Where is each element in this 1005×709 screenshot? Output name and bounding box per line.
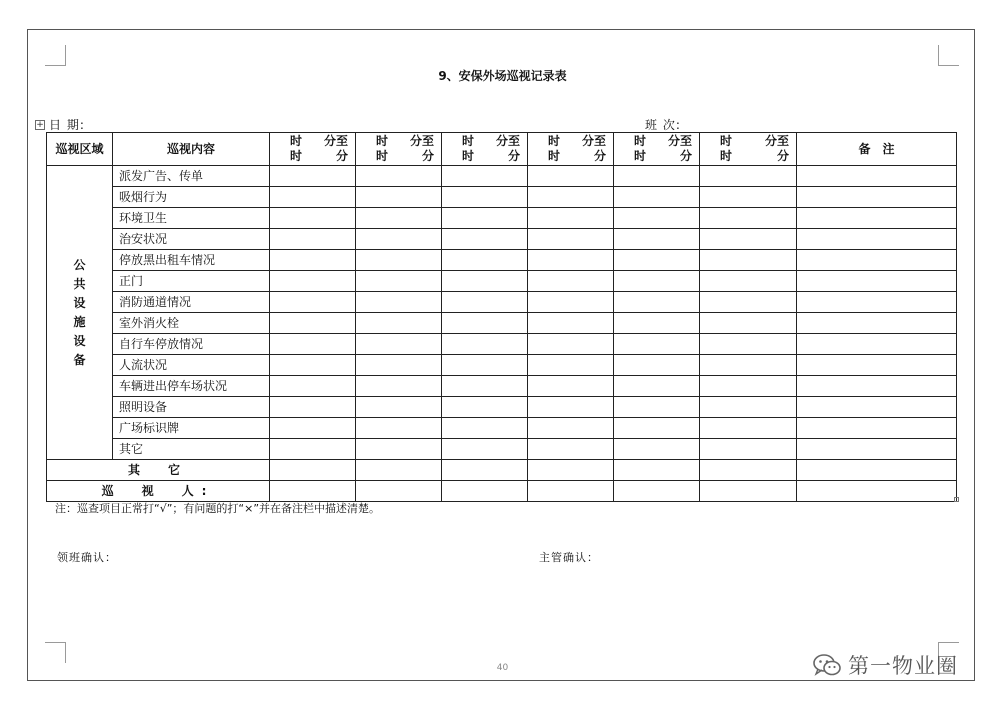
inspector-row (47, 481, 957, 502)
check-cell[interactable] (270, 166, 356, 187)
watermark-text: 第一物业圈 (848, 654, 958, 678)
check-cell[interactable] (356, 355, 442, 376)
check-cell[interactable] (700, 376, 797, 397)
check-cell[interactable] (614, 460, 700, 481)
check-cell[interactable] (356, 250, 442, 271)
check-cell[interactable] (356, 166, 442, 187)
remark-cell[interactable] (797, 208, 957, 229)
check-cell[interactable] (270, 481, 356, 502)
check-cell[interactable] (700, 271, 797, 292)
remark-cell[interactable] (797, 439, 957, 460)
remark-cell[interactable] (797, 334, 957, 355)
check-cell[interactable] (270, 376, 356, 397)
category-label: 公共设施设备 (73, 257, 86, 367)
remark-cell[interactable] (797, 187, 957, 208)
header-time-slot: 时 分至 时 分 (528, 133, 614, 166)
remark-cell[interactable] (797, 313, 957, 334)
check-cell[interactable] (442, 460, 528, 481)
check-cell[interactable] (614, 229, 700, 250)
remark-cell[interactable] (797, 460, 957, 481)
check-cell[interactable] (614, 481, 700, 502)
check-cell[interactable] (442, 313, 528, 334)
check-cell[interactable] (442, 334, 528, 355)
check-cell[interactable] (356, 208, 442, 229)
check-cell[interactable] (614, 292, 700, 313)
inspection-item: 车辆进出停车场状况 (113, 376, 270, 397)
remark-cell[interactable] (797, 292, 957, 313)
inspection-item: 吸烟行为 (113, 187, 270, 208)
check-cell[interactable] (356, 397, 442, 418)
check-cell[interactable] (442, 166, 528, 187)
check-cell[interactable] (442, 418, 528, 439)
check-cell[interactable] (700, 250, 797, 271)
remark-cell[interactable] (797, 376, 957, 397)
check-cell[interactable] (270, 292, 356, 313)
check-cell[interactable] (442, 250, 528, 271)
table-row (47, 271, 957, 292)
check-cell[interactable] (614, 397, 700, 418)
check-cell[interactable] (700, 460, 797, 481)
table-row (47, 439, 957, 460)
supervisor-confirm-label: 主管确认： (539, 551, 599, 564)
crop-mark-bottom-left (45, 642, 66, 663)
check-cell[interactable] (356, 271, 442, 292)
check-cell[interactable] (614, 313, 700, 334)
header-remark: 备 注 (797, 133, 957, 166)
header-area: 巡视区域 (47, 133, 113, 166)
page-number: 40 (496, 663, 509, 673)
crop-mark-top-left (45, 45, 66, 66)
check-cell[interactable] (270, 250, 356, 271)
header-time-slot: 时 分至 时 分 (700, 133, 797, 166)
check-cell[interactable] (270, 334, 356, 355)
header-time-slot: 时 分至 时 分 (356, 133, 442, 166)
check-cell[interactable] (528, 397, 614, 418)
check-cell[interactable] (528, 187, 614, 208)
check-cell[interactable] (700, 187, 797, 208)
check-cell[interactable] (442, 397, 528, 418)
check-cell[interactable] (442, 292, 528, 313)
check-cell[interactable] (528, 376, 614, 397)
check-cell[interactable] (614, 271, 700, 292)
category-cell (47, 166, 113, 460)
check-cell[interactable] (528, 208, 614, 229)
table-row (47, 292, 957, 313)
check-cell[interactable] (528, 439, 614, 460)
check-cell[interactable] (700, 481, 797, 502)
table-header-row (47, 133, 957, 166)
inspector-label: 巡 视 人: (47, 481, 270, 502)
remark-cell[interactable] (797, 397, 957, 418)
remark-cell[interactable] (797, 355, 957, 376)
check-cell[interactable] (700, 166, 797, 187)
check-cell[interactable] (528, 250, 614, 271)
table-row (47, 334, 957, 355)
check-cell[interactable] (700, 208, 797, 229)
check-cell[interactable] (270, 439, 356, 460)
remark-cell[interactable] (797, 229, 957, 250)
inspection-item: 广场标识牌 (113, 418, 270, 439)
check-cell[interactable] (356, 460, 442, 481)
check-cell[interactable] (442, 481, 528, 502)
table-row (47, 229, 957, 250)
check-cell[interactable] (528, 355, 614, 376)
other-row (47, 460, 957, 481)
check-cell[interactable] (442, 439, 528, 460)
check-cell[interactable] (614, 187, 700, 208)
check-cell[interactable] (700, 418, 797, 439)
inspection-item: 治安状况 (113, 229, 270, 250)
check-cell[interactable] (614, 418, 700, 439)
remark-cell[interactable] (797, 418, 957, 439)
check-cell[interactable] (614, 166, 700, 187)
header-time-slot: 时 分至 时 分 (270, 133, 356, 166)
check-cell[interactable] (356, 481, 442, 502)
check-cell[interactable] (528, 166, 614, 187)
check-cell[interactable] (528, 313, 614, 334)
instruction-note: 注：巡查项目正常打“√”；有问题的打“×”并在备注栏中描述清楚。 (55, 502, 381, 515)
inspection-item: 正门 (113, 271, 270, 292)
check-cell[interactable] (270, 208, 356, 229)
inspection-item: 照明设备 (113, 397, 270, 418)
wechat-icon (812, 653, 842, 677)
date-label: 日 期: (49, 118, 85, 132)
check-cell[interactable] (270, 271, 356, 292)
check-cell[interactable] (442, 187, 528, 208)
document-title: 9、安保外场巡视记录表 (438, 69, 567, 83)
check-cell[interactable] (270, 397, 356, 418)
check-cell[interactable] (700, 313, 797, 334)
check-cell[interactable] (528, 481, 614, 502)
inspection-item: 环境卫生 (113, 208, 270, 229)
patrol-record-table (46, 132, 957, 502)
remark-cell[interactable] (797, 166, 957, 187)
table-row (47, 397, 957, 418)
leader-confirm-label: 领班确认： (57, 551, 117, 564)
header-time-slot: 时 分至 时 分 (442, 133, 528, 166)
check-cell[interactable] (442, 208, 528, 229)
check-cell[interactable] (700, 229, 797, 250)
header-content: 巡视内容 (113, 133, 270, 166)
table-row (47, 355, 957, 376)
check-cell[interactable] (700, 334, 797, 355)
check-cell[interactable] (700, 397, 797, 418)
table-row (47, 166, 957, 187)
check-cell[interactable] (614, 439, 700, 460)
check-cell[interactable] (356, 418, 442, 439)
table-resize-handle[interactable] (954, 497, 959, 502)
table-row (47, 418, 957, 439)
check-cell[interactable] (270, 418, 356, 439)
check-cell[interactable] (528, 271, 614, 292)
remark-cell[interactable] (797, 250, 957, 271)
check-cell[interactable] (614, 376, 700, 397)
check-cell[interactable] (356, 292, 442, 313)
table-row (47, 313, 957, 334)
check-cell[interactable] (528, 229, 614, 250)
check-cell[interactable] (356, 439, 442, 460)
check-cell[interactable] (614, 250, 700, 271)
check-cell[interactable] (700, 292, 797, 313)
check-cell[interactable] (528, 418, 614, 439)
check-cell[interactable] (356, 187, 442, 208)
remark-cell[interactable] (797, 481, 957, 502)
check-cell[interactable] (270, 313, 356, 334)
inspection-item: 停放黑出租车情况 (113, 250, 270, 271)
check-cell[interactable] (356, 229, 442, 250)
inspection-item: 室外消火栓 (113, 313, 270, 334)
check-cell[interactable] (442, 271, 528, 292)
other-label: 其 它 (47, 460, 270, 481)
check-cell[interactable] (442, 229, 528, 250)
check-cell[interactable] (700, 355, 797, 376)
inspection-item: 消防通道情况 (113, 292, 270, 313)
check-cell[interactable] (356, 313, 442, 334)
check-cell[interactable] (356, 376, 442, 397)
table-row (47, 250, 957, 271)
check-cell[interactable] (270, 229, 356, 250)
header-time-slot: 时 分至 时 分 (614, 133, 700, 166)
check-cell[interactable] (442, 355, 528, 376)
inspection-item: 派发广告、传单 (113, 166, 270, 187)
check-cell[interactable] (270, 460, 356, 481)
check-cell[interactable] (614, 355, 700, 376)
table-row (47, 208, 957, 229)
check-cell[interactable] (614, 208, 700, 229)
shift-label: 班 次: (645, 118, 681, 132)
check-cell[interactable] (528, 460, 614, 481)
check-cell[interactable] (528, 292, 614, 313)
table-row (47, 187, 957, 208)
check-cell[interactable] (270, 187, 356, 208)
check-cell[interactable] (356, 334, 442, 355)
table-move-handle-icon[interactable]: + (36, 120, 44, 130)
check-cell[interactable] (270, 355, 356, 376)
inspection-item: 其它 (113, 439, 270, 460)
check-cell[interactable] (614, 334, 700, 355)
crop-mark-top-right (938, 45, 959, 66)
inspection-item: 人流状况 (113, 355, 270, 376)
remark-cell[interactable] (797, 271, 957, 292)
check-cell[interactable] (528, 334, 614, 355)
check-cell[interactable] (700, 439, 797, 460)
watermark (812, 650, 958, 680)
check-cell[interactable] (442, 376, 528, 397)
table-row (47, 376, 957, 397)
inspection-item: 自行车停放情况 (113, 334, 270, 355)
